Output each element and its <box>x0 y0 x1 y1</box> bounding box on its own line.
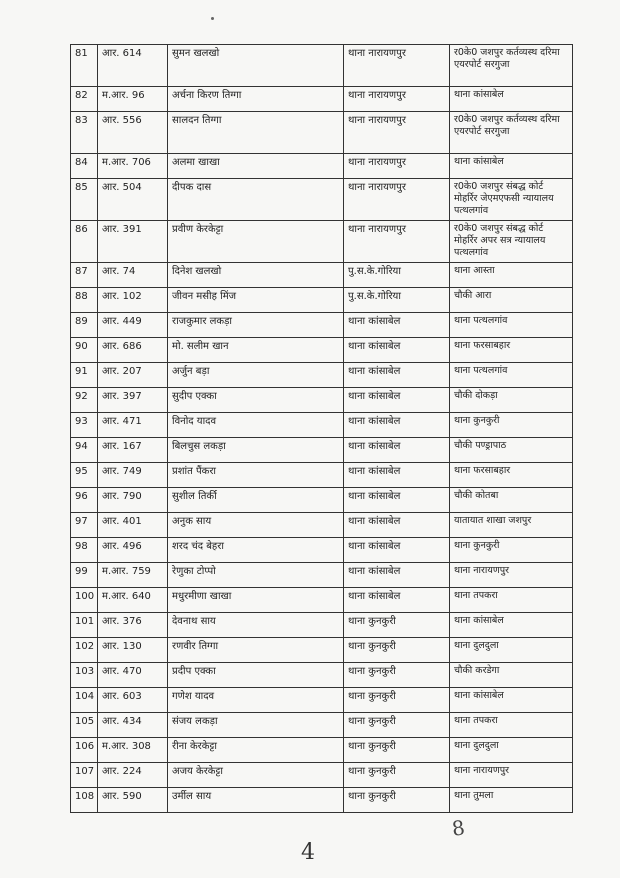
serial-number-cell: 90 <box>71 338 98 363</box>
table-row <box>71 488 573 513</box>
current-posting-cell: पु.स.के.गोरिया <box>344 263 450 288</box>
rank-number-cell: आर. 556 <box>98 112 168 154</box>
table-row <box>71 179 573 221</box>
transfer-table <box>70 44 573 813</box>
current-posting-cell: थाना कांसाबेल <box>344 563 450 588</box>
serial-number-cell: 85 <box>71 179 98 221</box>
initial-mark: 8 <box>450 815 467 841</box>
rank-number-cell: आर. 376 <box>98 613 168 638</box>
new-posting-cell: थाना फरसाबहार <box>450 338 573 363</box>
table-row <box>71 713 573 738</box>
new-posting-cell: थाना कांसाबेल <box>450 154 573 179</box>
rank-number-cell: आर. 749 <box>98 463 168 488</box>
serial-number-cell: 91 <box>71 363 98 388</box>
rank-number-cell: आर. 397 <box>98 388 168 413</box>
new-posting-cell: र0के0 जशपुर संबद्ध कोर्ट मोहर्रिर जेएमएफसी न्यायालय पत्थलगांव <box>450 179 573 221</box>
current-posting-cell: थाना कुनकुरी <box>344 663 450 688</box>
rank-number-cell: आर. 167 <box>98 438 168 463</box>
employee-name-cell: सुमन खलखो <box>168 45 344 87</box>
serial-number-cell: 103 <box>71 663 98 688</box>
serial-number-cell: 89 <box>71 313 98 338</box>
new-posting-cell: यातायात शाखा जशपुर <box>450 513 573 538</box>
new-posting-cell: थाना तपकरा <box>450 713 573 738</box>
serial-number-cell: 102 <box>71 638 98 663</box>
table-row <box>71 221 573 263</box>
current-posting-cell: थाना कुनकुरी <box>344 688 450 713</box>
new-posting-cell: थाना पत्थलगांव <box>450 363 573 388</box>
rank-number-cell: आर. 504 <box>98 179 168 221</box>
table-row <box>71 154 573 179</box>
rank-number-cell: आर. 434 <box>98 713 168 738</box>
rank-number-cell: आर. 471 <box>98 413 168 438</box>
table-row <box>71 45 573 87</box>
new-posting-cell: थाना कुनकुरी <box>450 538 573 563</box>
employee-name-cell: प्रशांत पैंकरा <box>168 463 344 488</box>
current-posting-cell: थाना कांसाबेल <box>344 363 450 388</box>
current-posting-cell: थाना कुनकुरी <box>344 788 450 813</box>
rank-number-cell: आर. 74 <box>98 263 168 288</box>
current-posting-cell: थाना नारायणपुर <box>344 87 450 112</box>
new-posting-cell: थाना दुलदुला <box>450 738 573 763</box>
serial-number-cell: 107 <box>71 763 98 788</box>
table-row <box>71 363 573 388</box>
page-number: 4 <box>301 840 315 865</box>
employee-name-cell: रीना केरकेट्टा <box>168 738 344 763</box>
table-row <box>71 288 573 313</box>
new-posting-cell: र0के0 जशपुर कर्तव्यस्थ दरिमा एयरपोर्ट सरगुजा <box>450 45 573 87</box>
serial-number-cell: 82 <box>71 87 98 112</box>
rank-number-cell: म.आर. 759 <box>98 563 168 588</box>
rank-number-cell: आर. 686 <box>98 338 168 363</box>
employee-name-cell: विनोद यादव <box>168 413 344 438</box>
current-posting-cell: थाना कांसाबेल <box>344 463 450 488</box>
new-posting-cell: थाना तपकरा <box>450 588 573 613</box>
rank-number-cell: आर. 614 <box>98 45 168 87</box>
rank-number-cell: आर. 603 <box>98 688 168 713</box>
table-row <box>71 413 573 438</box>
rank-number-cell: आर. 470 <box>98 663 168 688</box>
new-posting-cell: थाना आस्ता <box>450 263 573 288</box>
employee-name-cell: प्रदीप एक्का <box>168 663 344 688</box>
new-posting-cell: चौकी दोकड़ा <box>450 388 573 413</box>
rank-number-cell: आर. 391 <box>98 221 168 263</box>
serial-number-cell: 96 <box>71 488 98 513</box>
new-posting-cell: र0के0 जशपुर संबद्ध कोर्ट मोहर्रिर अपर सत्र न्यायालय पत्थलगांव <box>450 221 573 263</box>
employee-name-cell: अर्जुन बड़ा <box>168 363 344 388</box>
table-row <box>71 738 573 763</box>
new-posting-cell: थाना पत्थलगांव <box>450 313 573 338</box>
serial-number-cell: 97 <box>71 513 98 538</box>
serial-number-cell: 98 <box>71 538 98 563</box>
table-row <box>71 338 573 363</box>
serial-number-cell: 84 <box>71 154 98 179</box>
table-row <box>71 563 573 588</box>
serial-number-cell: 92 <box>71 388 98 413</box>
employee-name-cell: मो. सलीम खान <box>168 338 344 363</box>
scan-speck <box>211 17 214 20</box>
employee-name-cell: उर्मील साय <box>168 788 344 813</box>
current-posting-cell: थाना नारायणपुर <box>344 45 450 87</box>
current-posting-cell: थाना कांसाबेल <box>344 388 450 413</box>
serial-number-cell: 81 <box>71 45 98 87</box>
employee-name-cell: सुदीप एक्का <box>168 388 344 413</box>
employee-name-cell: प्रवीण केरकेट्टा <box>168 221 344 263</box>
new-posting-cell: चौकी कोतबा <box>450 488 573 513</box>
new-posting-cell: थाना तुमला <box>450 788 573 813</box>
employee-name-cell: अलमा खाखा <box>168 154 344 179</box>
rank-number-cell: आर. 590 <box>98 788 168 813</box>
table-row <box>71 463 573 488</box>
rank-number-cell: म.आर. 706 <box>98 154 168 179</box>
serial-number-cell: 99 <box>71 563 98 588</box>
new-posting-cell: थाना फरसाबहार <box>450 463 573 488</box>
rank-number-cell: आर. 790 <box>98 488 168 513</box>
serial-number-cell: 83 <box>71 112 98 154</box>
employee-name-cell: शरद चंद बेहरा <box>168 538 344 563</box>
transfer-table-body <box>71 45 573 813</box>
table-row <box>71 538 573 563</box>
rank-number-cell: आर. 207 <box>98 363 168 388</box>
employee-name-cell: गणेश यादव <box>168 688 344 713</box>
serial-number-cell: 86 <box>71 221 98 263</box>
table-row <box>71 763 573 788</box>
table-row <box>71 788 573 813</box>
new-posting-cell: र0के0 जशपुर कर्तव्यस्थ दरिमा एयरपोर्ट सरगुजा <box>450 112 573 154</box>
serial-number-cell: 106 <box>71 738 98 763</box>
table-row <box>71 588 573 613</box>
current-posting-cell: थाना कांसाबेल <box>344 438 450 463</box>
rank-number-cell: आर. 130 <box>98 638 168 663</box>
employee-name-cell: सालदन तिग्गा <box>168 112 344 154</box>
serial-number-cell: 88 <box>71 288 98 313</box>
table-row <box>71 663 573 688</box>
current-posting-cell: थाना कांसाबेल <box>344 588 450 613</box>
new-posting-cell: थाना नारायणपुर <box>450 763 573 788</box>
current-posting-cell: थाना नारायणपुर <box>344 154 450 179</box>
new-posting-cell: थाना कांसाबेल <box>450 688 573 713</box>
employee-name-cell: रणवीर तिग्गा <box>168 638 344 663</box>
table-row <box>71 263 573 288</box>
current-posting-cell: थाना कुनकुरी <box>344 763 450 788</box>
employee-name-cell: मधुरमीणा खाखा <box>168 588 344 613</box>
rank-number-cell: आर. 102 <box>98 288 168 313</box>
table-row <box>71 688 573 713</box>
serial-number-cell: 105 <box>71 713 98 738</box>
serial-number-cell: 93 <box>71 413 98 438</box>
rank-number-cell: आर. 224 <box>98 763 168 788</box>
new-posting-cell: थाना दुलदुला <box>450 638 573 663</box>
employee-name-cell: राजकुमार लकड़ा <box>168 313 344 338</box>
table-row <box>71 112 573 154</box>
current-posting-cell: थाना कांसाबेल <box>344 488 450 513</box>
rank-number-cell: आर. 496 <box>98 538 168 563</box>
current-posting-cell: थाना कांसाबेल <box>344 513 450 538</box>
current-posting-cell: थाना कांसाबेल <box>344 413 450 438</box>
current-posting-cell: पु.स.के.गोरिया <box>344 288 450 313</box>
employee-name-cell: बिलचुस लकड़ा <box>168 438 344 463</box>
table-row <box>71 388 573 413</box>
serial-number-cell: 87 <box>71 263 98 288</box>
current-posting-cell: थाना कुनकुरी <box>344 738 450 763</box>
current-posting-cell: थाना कुनकुरी <box>344 613 450 638</box>
employee-name-cell: रेणुका टोप्पो <box>168 563 344 588</box>
current-posting-cell: थाना नारायणपुर <box>344 179 450 221</box>
current-posting-cell: थाना कांसाबेल <box>344 313 450 338</box>
rank-number-cell: आर. 449 <box>98 313 168 338</box>
employee-name-cell: संजय लकड़ा <box>168 713 344 738</box>
serial-number-cell: 101 <box>71 613 98 638</box>
rank-number-cell: म.आर. 308 <box>98 738 168 763</box>
table-row <box>71 87 573 112</box>
employee-name-cell: दीपक दास <box>168 179 344 221</box>
employee-name-cell: दिनेश खलखो <box>168 263 344 288</box>
table-row <box>71 513 573 538</box>
current-posting-cell: थाना कुनकुरी <box>344 638 450 663</box>
new-posting-cell: थाना कांसाबेल <box>450 613 573 638</box>
table-row <box>71 313 573 338</box>
new-posting-cell: चौकी करडेगा <box>450 663 573 688</box>
current-posting-cell: थाना कुनकुरी <box>344 713 450 738</box>
serial-number-cell: 95 <box>71 463 98 488</box>
table-row <box>71 438 573 463</box>
employee-name-cell: जीवन मसीह मिंज <box>168 288 344 313</box>
current-posting-cell: थाना नारायणपुर <box>344 112 450 154</box>
employee-name-cell: अनुक साय <box>168 513 344 538</box>
new-posting-cell: चौकी आरा <box>450 288 573 313</box>
employee-name-cell: देवनाथ साय <box>168 613 344 638</box>
current-posting-cell: थाना कांसाबेल <box>344 338 450 363</box>
current-posting-cell: थाना कांसाबेल <box>344 538 450 563</box>
serial-number-cell: 108 <box>71 788 98 813</box>
serial-number-cell: 100 <box>71 588 98 613</box>
employee-name-cell: सुशील तिर्की <box>168 488 344 513</box>
current-posting-cell: थाना नारायणपुर <box>344 221 450 263</box>
table-row <box>71 613 573 638</box>
rank-number-cell: आर. 401 <box>98 513 168 538</box>
new-posting-cell: थाना कुनकुरी <box>450 413 573 438</box>
employee-name-cell: अजय केरकेट्टा <box>168 763 344 788</box>
table-row <box>71 638 573 663</box>
rank-number-cell: म.आर. 96 <box>98 87 168 112</box>
serial-number-cell: 94 <box>71 438 98 463</box>
serial-number-cell: 104 <box>71 688 98 713</box>
new-posting-cell: थाना नारायणपुर <box>450 563 573 588</box>
new-posting-cell: चौकी पण्ड्रापाठ <box>450 438 573 463</box>
employee-name-cell: अर्चना किरण तिग्गा <box>168 87 344 112</box>
new-posting-cell: थाना कांसाबेल <box>450 87 573 112</box>
rank-number-cell: म.आर. 640 <box>98 588 168 613</box>
